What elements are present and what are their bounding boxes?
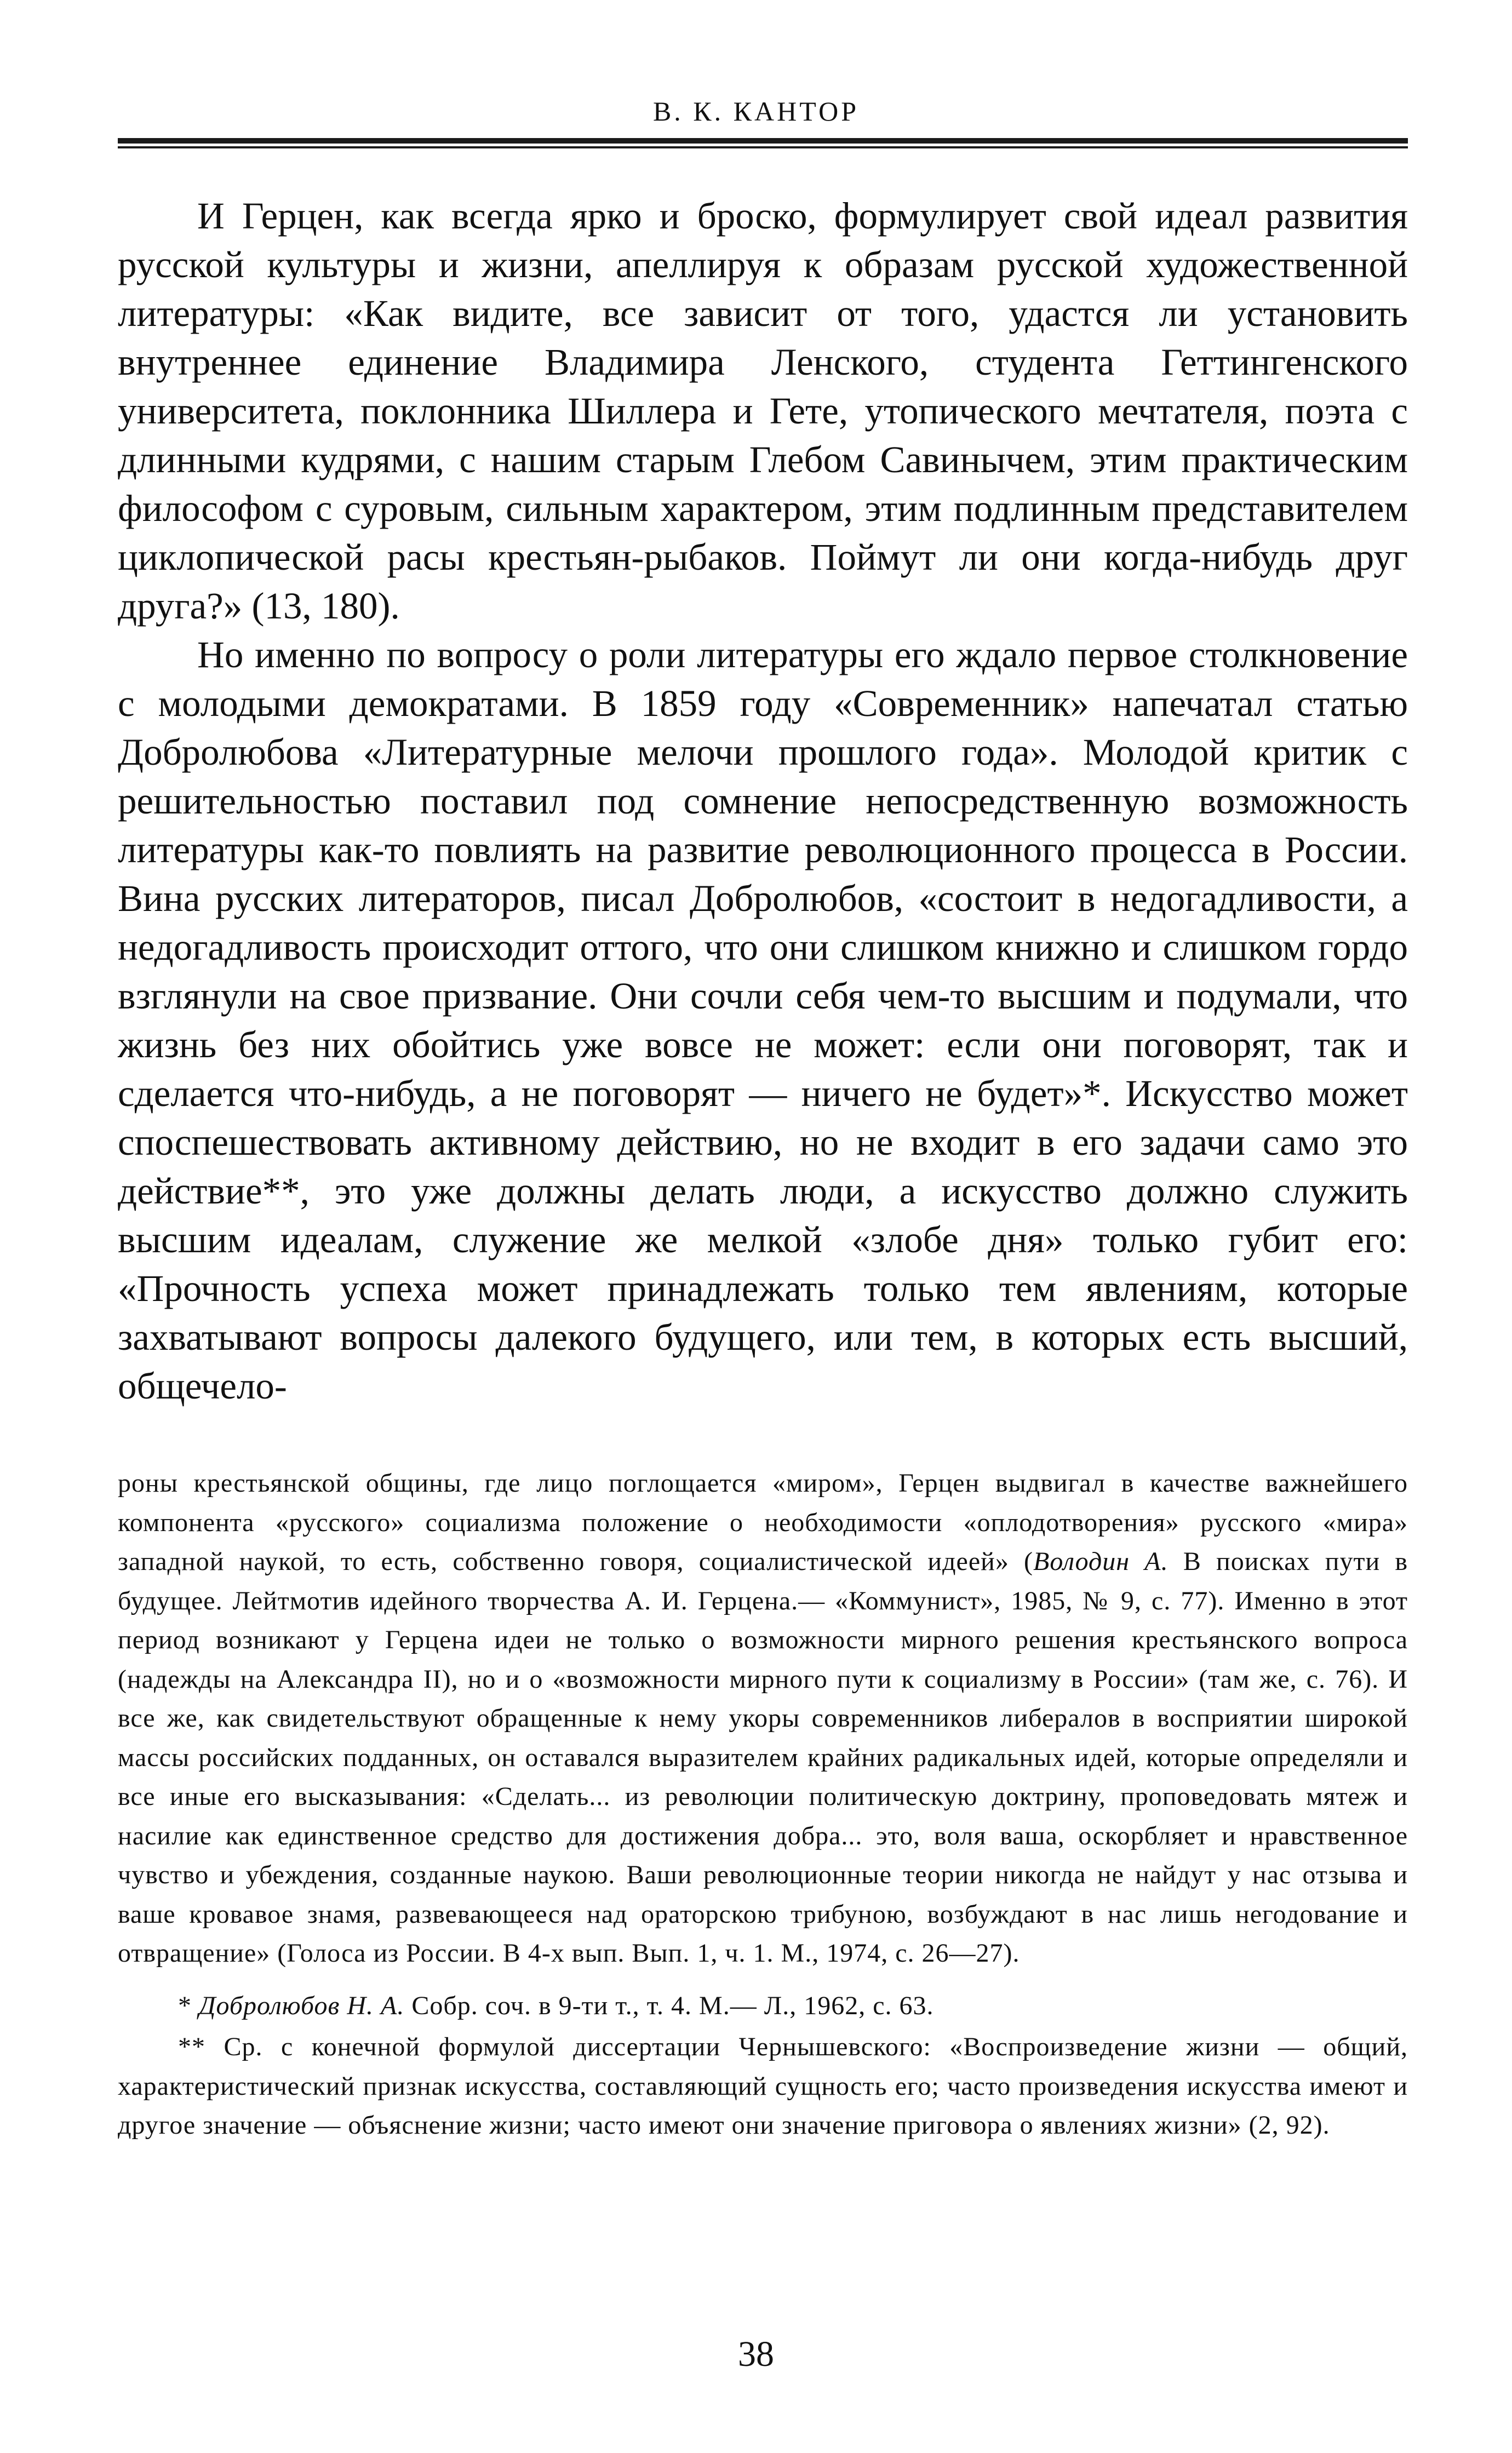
footnote-continuation <box>118 1464 1408 1973</box>
footnote-1-marker: * <box>178 1991 199 2020</box>
running-header: В. К. КАНТОР <box>652 96 860 127</box>
main-text <box>118 192 1408 1411</box>
footnote-continuation-author: Володин А. <box>1033 1547 1169 1576</box>
footnote-continuation-text-2: В поисках пути в будущее. Лейтмотив идейного творчества А. И. Герцена.— «Коммунист», 1985, № 9, с. 77). Именно в этот период возникают у Герцена идеи не только о возможности мирного решения крестьянского вопроса (надежды на Александра II), но и о «возможности мирного пути к социализму в России» (там же, с. 76). И все же, как свидетельствуют обращенные к нему укоры современников либералов в восприятии широкой массы российских подданных, он оставался выразителем крайних радикальных идей, которые определяли и все иные его высказывания: «Сделать... из революции политическую доктрину, проповедовать мятеж и насилие как единственное средство для достижения добра... это, воля ваша, оскорбляет и нравственное чувство и убеждения, созданные наукою. Ваши революционные теории никогда не найдут у нас отзыва и ваше кровавое знамя, развевающееся над ораторскою трибуною, возбуждают в нас лишь негодование и отвращение» (Голоса из России. В 4-х вып. Вып. 1, ч. 1. М., 1974, с. 26—27). <box>118 1547 1408 1968</box>
footnote-2 <box>118 2027 1408 2145</box>
page-number: 38 <box>738 2334 774 2374</box>
footnote-continuation-text-1: роны крестьянской общины, где лицо поглощается «миром», Герцен выдвигал в качестве важнейшего компонента «русского» социализма положение о необходимости «оплодотворения» русского «мира» западной наукой, то есть, собственно говоря, социалистической идеей» ( <box>118 1469 1408 1576</box>
paragraph-2: Но именно по вопросу о роли литературы его ждало первое столкновение с молодыми демократами. В 1859 году «Современник» напечатал статью Добролюбова «Литературные мелочи прошлого года». Молодой критик с решительностью поставил под сомнение непосредственную возможность литературы как-то повлиять на развитие революционного процесса в России. Вина русских литераторов, писал Добролюбов, «состоит в недогадливости, а недогадливость происходит оттого, что они слишком книжно и слишком гордо взглянули на свое призвание. Они сочли себя чем-то высшим и подумали, что жизнь без них обойтись уже вовсе не может: если они поговорят, так и сделается что-нибудь, а не поговорят — ничего не будет»*. Искусство может споспешествовать активному действию, но не входит в его задачи само это действие**, это уже должны делать люди, а искусство должно служить высшим идеалам, служение же мелкой «злобе дня» только губит его: «Прочность успеха может принадлежать только тем явлениям, которые захватывают вопросы далекого будущего, или тем, в которых есть высший, общечело- <box>118 634 1408 1407</box>
footnotes <box>118 1464 1408 2145</box>
footnote-1-text: Собр. соч. в 9-ти т., т. 4. М.— Л., 1962, с. 63. <box>404 1991 934 2020</box>
footnote-1-author: Добролюбов Н. А. <box>199 1991 405 2020</box>
paragraph-1: И Герцен, как всегда ярко и броско, формулирует свой идеал развития русской культуры и жизни, апеллируя к образам русской художественной литературы: «Как видите, все зависит от того, удастся ли установить внутреннее единение Владимира Ленского, студента Геттингенского университета, поклонника Шиллера и Гете, утопического мечтателя, поэта с длинными кудрями, с нашим старым Глебом Савинычем, этим практическим философом с суровым, сильным характером, этим подлинным представителем циклопической расы крестьян-рыбаков. Поймут ли они когда-нибудь друг друга?» (13, 180). <box>118 195 1408 627</box>
header-rule-thin <box>118 146 1408 148</box>
header-rule-thick <box>118 138 1408 144</box>
footnote-2-text: Ср. с конечной формулой диссертации Чернышевского: «Воспроизведение жизни — общий, характеристический признак искусства, составляющий сущность его; часто произведения искусства имеют и другое значение — объяснение жизни; часто имеют они значение приговора о явлениях жизни» (2, 92). <box>118 2032 1408 2140</box>
footnote-2-marker: ** <box>178 2032 224 2061</box>
footnote-1 <box>118 1986 1408 2026</box>
